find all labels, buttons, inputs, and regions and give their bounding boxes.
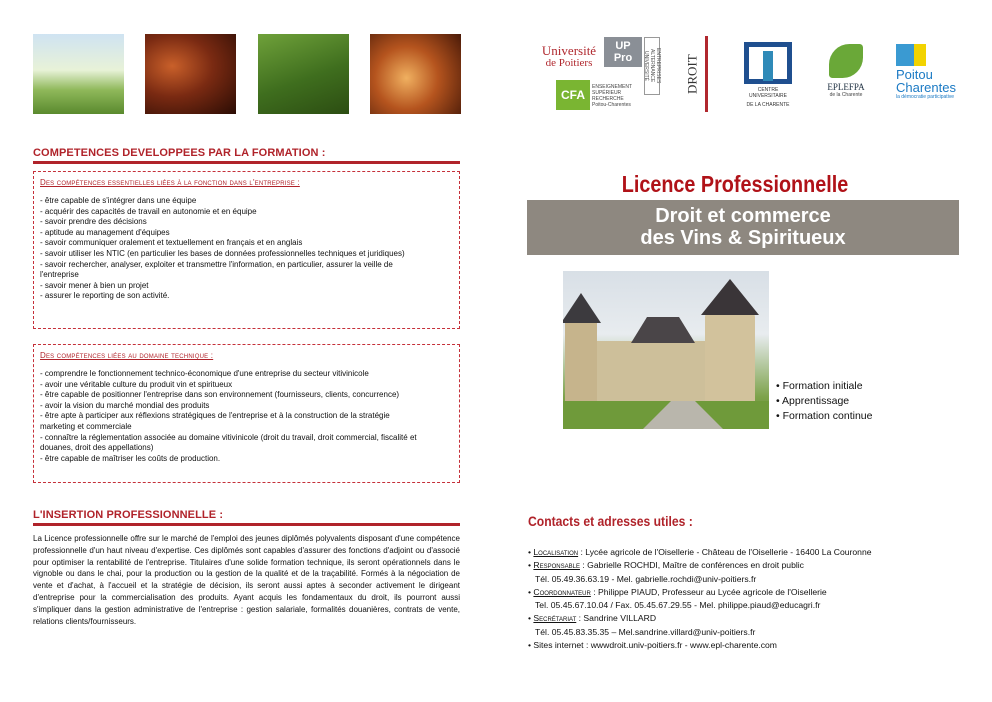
cuc-emblem-icon: [744, 42, 792, 84]
eplefpa-name: EPLEFPA: [827, 82, 865, 92]
list-item: - savoir rechercher, analyser, exploiter et transmettre l'information, en particulier, assurer la veille de: [40, 259, 393, 269]
list-item: - savoir utiliser les NTIC (en particulier les bases de données professionnelles techniques et juridiques): [40, 248, 405, 258]
list-item: douanes, droit des appellations): [40, 443, 154, 453]
page-title: Licence Professionnelle: [621, 171, 849, 197]
still-photo: [370, 34, 461, 114]
box2-title: Des compétences liées au domaine technique :: [40, 351, 214, 360]
subtitle-band: [527, 200, 959, 255]
list-item: - savoir mener à bien un projet: [40, 280, 149, 290]
box1-list: [40, 196, 453, 302]
contact-localisation: • Localisation : Lycée agricole de l'Oisellerie - Château de l'Oisellerie - 16400 La Couronne: [528, 547, 872, 557]
list-item: - acquérir des capacités de travail en autonomie et en équipe: [40, 206, 257, 216]
secretariat-contact: Tél. 05.45.83.35.35 – Mel.sandrine.villard@univ-poitiers.fr: [535, 626, 756, 637]
list-item: - être capable de positionner l'entreprise dans son environnement (fournisseurs, clients, concurrence): [40, 390, 400, 400]
vineyard-photo: [33, 34, 124, 114]
competences-heading: COMPETENCES DEVELOPPEES PAR LA FORMATION :: [33, 147, 326, 159]
leaf-icon: [829, 44, 863, 78]
coordonnateur-value: : Philippe PIAUD, Professeur au Lycée agricole de l'Oisellerie: [590, 586, 827, 597]
responsable-label: Responsable: [533, 560, 580, 571]
subtitle-line2: des Vins & Spiritueux: [640, 227, 846, 249]
cuc-logo-line2: DE LA CHARENTE: [746, 102, 790, 108]
subtitle-line1: Droit et commerce: [655, 205, 831, 227]
enseignement-line3: RECHERCHE: [592, 96, 624, 102]
sites-internet: • Sites internet : wwwdroit.univ-poitiers.fr - www.epl-charente.com: [528, 640, 777, 651]
insertion-rule: [33, 523, 460, 526]
localisation-label: Localisation: [533, 547, 579, 557]
region-name-line2: Charentes: [896, 80, 956, 95]
chateau-photo: [563, 271, 769, 429]
list-item: - comprendre le fonctionnement technico-économique d'une entreprise du secteur vitivinicole: [40, 369, 369, 378]
contact-secretariat: • Secrétariat : Sandrine VILLARD: [528, 613, 657, 624]
competences-techniques-box: [33, 344, 460, 483]
coordonnateur-label: Coordonnateur: [533, 586, 591, 597]
contacts-block: [528, 546, 948, 652]
castle-tower-left: [565, 321, 597, 401]
contacts-heading: Contacts et adresses utiles :: [528, 514, 693, 529]
insertion-heading: L'INSERTION PROFESSIONNELLE :: [33, 509, 224, 521]
uppro-logo: [604, 37, 642, 67]
list-item: - connaître la réglementation associée au domaine vitivinicole (droit du travail, droit commercial, fiscalité et: [40, 432, 417, 442]
enseignement-logo: [592, 82, 642, 110]
list-item: l'entreprise: [40, 270, 79, 280]
formation-item: • Formation continue: [776, 410, 873, 422]
list-item: - avoir la vision du marché mondial des produits: [40, 400, 210, 410]
region-poitou-charentes-logo: [896, 40, 962, 104]
contact-responsable: • Responsable : Gabrielle ROCHDI, Maître de conférences en droit public: [528, 560, 804, 571]
list-item: - aptitude au management d'équipes: [40, 227, 170, 237]
castle-tower-right: [705, 313, 755, 403]
list-item: - être capable de maîtriser les coûts de production.: [40, 453, 221, 463]
secretariat-label: Secrétariat: [533, 613, 577, 624]
universite-logo-line2: de Poitiers: [545, 56, 593, 69]
cuc-logo-line1: CENTRE UNIVERSITAIRE: [749, 87, 787, 99]
box1-title: Des compétences essentielles liées à la fonction dans l'entreprise :: [40, 178, 300, 187]
formation-item: • Apprentissage: [776, 395, 850, 407]
region-sub: la démocratie participative: [896, 94, 955, 100]
responsable-contact: Tél. 05.49.36.63.19 - Mel. gabrielle.rochdi@univ-poitiers.fr: [535, 573, 757, 584]
uppro-logo-line2: Pro: [613, 52, 633, 64]
list-item: - savoir prendre des décisions: [40, 217, 147, 227]
eplefpa-sub: de la Charente: [829, 92, 863, 98]
list-item: - avoir une véritable culture du produit vin et spiritueux: [40, 379, 233, 389]
castle-roof-left: [563, 293, 601, 323]
list-item: - être apte à participer aux réflexions stratégiques de l'entreprise et à la construction de la stratégie: [40, 411, 390, 421]
castle-roof-center: [623, 317, 703, 343]
castle-roof-right: [701, 279, 759, 315]
list-item: - assurer le reporting de son activité.: [40, 291, 170, 301]
grapes-photo: [258, 34, 349, 114]
localisation-value: : Lycée agricole de l'Oisellerie - Château de l'Oisellerie - 16400 La Couronne: [578, 547, 872, 557]
droit-logo: DROIT: [680, 36, 708, 112]
competences-rule: [33, 161, 460, 164]
entreprises-logo: ENTREPRISES ALTERNANCE UNIVERSITÉ: [644, 37, 660, 95]
insertion-paragraph: La Licence professionnelle offre sur le marché de l'emploi des jeunes diplômés polyvalents disposant d'une compétence professionnelle d'un haut niveau d'expertise. Ces diplômés sont capables d'assurer des fonctions d'adjoint ou d'associé pour optimiser la rentabilité de l'entreprise. Titulaires d'une solide formation technique, ils seront opérationnels dans le vignoble ou dans le chai, pour la production ou la gestion de la qualité et de la traçabilité. Formés à la négociation de vente et d'achat, à l'accueil et la stratégie de décision, ils seront aussi aptes à seconder activement le dirigeant d'entreprise pour la commercialisation des produits. Ayant acquis les fondamentaux du droit, ils pourront aussi s'impliquer dans la gestion administrative de l'entreprise : gestion salariale, formalités douanières, contrats de vente, relations clients/fournisseurs.: [33, 534, 460, 626]
responsable-value: : Gabrielle ROCHDI, Maître de conférences en droit public: [579, 560, 804, 571]
list-item: - être capable de s'intégrer dans une équipe: [40, 196, 197, 205]
box2-list: [40, 369, 453, 464]
enseignement-line4: Poitou-Charentes: [592, 102, 631, 108]
eplefpa-logo: [823, 38, 869, 104]
coordonnateur-contact: Tel. 05.45.67.10.04 / Fax. 05.45.67.29.55 - Mel. philippe.piaud@educagri.fr: [535, 600, 821, 611]
enseignement-line2: SUPÉRIEUR: [592, 90, 622, 96]
enseignement-line1: ENSEIGNEMENT: [592, 84, 633, 90]
region-emblem-icon: [896, 44, 926, 66]
formation-item: • Formation initiale: [776, 380, 863, 392]
list-item: marketing et commerciale: [40, 421, 132, 431]
secretariat-value: : Sandrine VILLARD: [576, 613, 657, 624]
centre-universitaire-logo: [740, 42, 796, 108]
formations-list: [776, 379, 872, 424]
region-name-line1: Poitou: [896, 67, 933, 82]
cfa-logo: CFA: [556, 80, 590, 110]
list-item: - savoir communiquer oralement et textuellement en français et en anglais: [40, 238, 303, 248]
universite-poitiers-logo: [538, 36, 600, 76]
barrels-photo: [145, 34, 236, 114]
uppro-logo-line1: UP: [615, 40, 631, 52]
contact-coordonnateur: • Coordonnateur : Philippe PIAUD, Professeur au Lycée agricole de l'Oisellerie: [528, 586, 827, 597]
universite-logo-line1: Université: [541, 42, 597, 58]
competences-essentielles-box: [33, 171, 460, 329]
